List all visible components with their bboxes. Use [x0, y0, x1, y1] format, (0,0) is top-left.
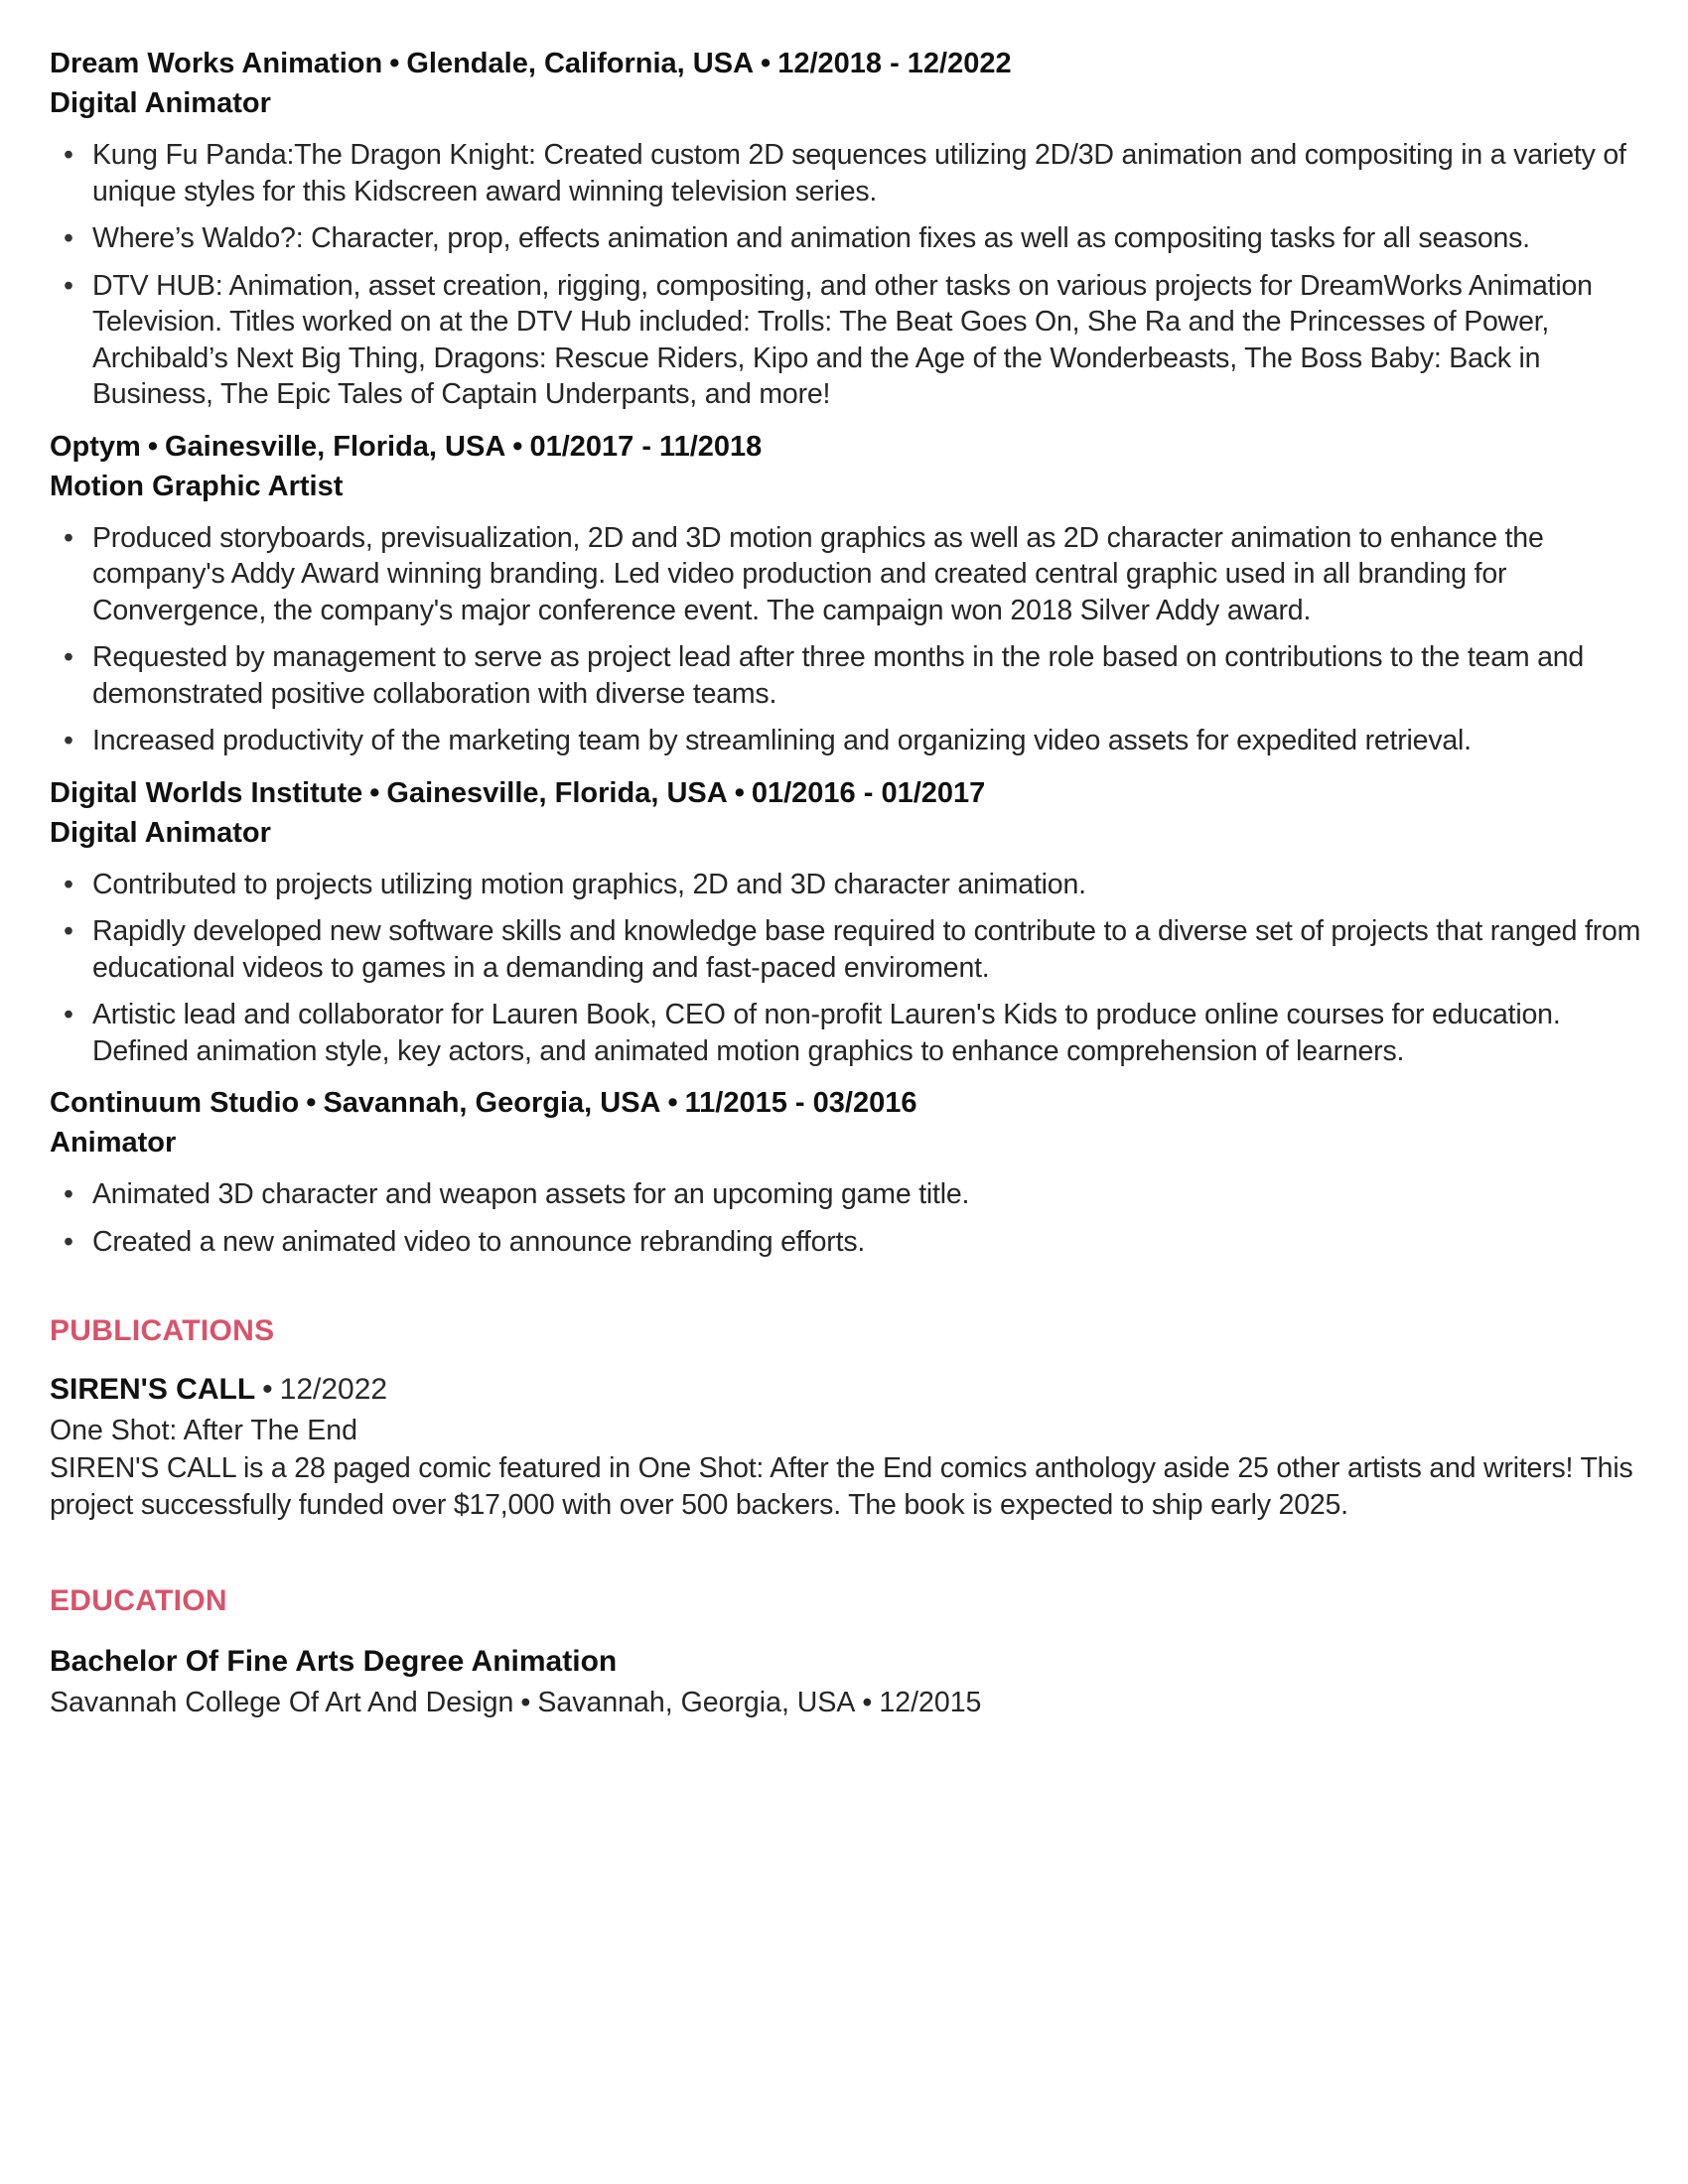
education-details [50, 1683, 1648, 1722]
publication-header [50, 1369, 1648, 1411]
publication-date: 12/2022 [279, 1373, 388, 1406]
separator-dot: • [761, 48, 772, 79]
education-date: 12/2015 [879, 1687, 982, 1718]
experience-entry [50, 1083, 1648, 1260]
separator-dot: • [389, 48, 400, 79]
separator-dot: • [369, 776, 380, 809]
job-location: Savannah, Georgia, USA [323, 1087, 661, 1119]
separator-dot: • [520, 1687, 531, 1718]
separator-dot: • [734, 776, 745, 809]
bullet-item: • DTV HUB: Animation, asset creation, rigging, compositing, and other tasks on various projects for DreamWorks Animation Television. Titles worked on at the DTV Hub included: Trolls: The Beat Goes On, She Ra and the Princesses of Power, Archibald’s Next Big Thing, Dragons: Rescue Riders, Kipo and the Age of the Wonderbeasts, The Boss Baby: Back in Business, The Epic Tales of Captain Underpants, and more! [50, 268, 1648, 413]
job-header [50, 773, 1648, 813]
bullet-item: • Kung Fu Panda:The Dragon Knight: Created custom 2D sequences utilizing 2D/3D animation and compositing in a variety of unique styles for this Kidscreen award winning television series. [50, 137, 1648, 209]
publication-title: SIREN'S CALL [50, 1373, 256, 1406]
bullet-item: • Created a new animated video to announce rebranding efforts. [50, 1224, 1648, 1261]
job-dates: 11/2015 - 03/2016 [684, 1087, 917, 1119]
bullet-item: • Animated 3D character and weapon assets for an upcoming game title. [50, 1176, 1648, 1213]
bullet-item: • Increased productivity of the marketing team by streamlining and organizing video assets for expedited retrieval. [50, 723, 1648, 759]
company-name: Dream Works Animation [50, 48, 383, 79]
job-bullets [50, 867, 1648, 1070]
experience-entry [50, 44, 1648, 413]
separator-dot: • [512, 430, 523, 463]
bullet-item: • Contributed to projects utilizing motion graphics, 2D and 3D character animation. [50, 867, 1648, 903]
job-header [50, 1083, 1648, 1123]
education-degree: Bachelor Of Fine Arts Degree Animation [50, 1645, 618, 1678]
job-location: Gainesville, Florida, USA [165, 430, 506, 463]
resume-page [50, 44, 1648, 1722]
company-name: Continuum Studio [50, 1087, 300, 1119]
separator-dot: • [306, 1087, 317, 1119]
publication-description: SIREN'S CALL is a 28 paged comic featured in One Shot: After the End comics anthology aside 25 other artists and writers! This project successfully funded over $17,000 with over 500 backers. The book is expected to ship early 2025. [50, 1452, 1633, 1521]
bullet-item: • Where’s Waldo?: Character, prop, effects animation and animation fixes as well as compositing tasks for all seasons. [50, 220, 1648, 257]
job-location: Gainesville, Florida, USA [386, 776, 728, 809]
job-header [50, 427, 1648, 467]
company-name: Optym [50, 430, 141, 463]
job-dates: 12/2018 - 12/2022 [777, 48, 1012, 79]
experience-entry [50, 427, 1648, 759]
experience-entry [50, 773, 1648, 1070]
section-heading-publications: PUBLICATIONS [50, 1314, 275, 1347]
separator-dot: • [147, 430, 158, 463]
job-header [50, 44, 1648, 83]
job-location: Glendale, California, USA [406, 48, 755, 79]
separator-dot: • [262, 1373, 273, 1406]
job-bullets [50, 520, 1648, 759]
company-name: Digital Worlds Institute [50, 776, 363, 809]
publication-publisher: One Shot: After The End [50, 1415, 358, 1446]
bullet-item: • Requested by management to serve as project lead after three months in the role based on contributions to the team and demonstrated positive collaboration with diverse teams. [50, 639, 1648, 712]
education-location: Savannah, Georgia, USA [537, 1687, 856, 1718]
job-bullets [50, 1176, 1648, 1260]
job-dates: 01/2016 - 01/2017 [751, 776, 986, 809]
bullet-item: • Rapidly developed new software skills and knowledge base required to contribute to a diverse set of projects that ranged from educational videos to games in a demanding and fast-paced enviroment. [50, 913, 1648, 986]
publications-section [50, 1311, 1648, 1524]
job-dates: 01/2017 - 11/2018 [529, 430, 763, 463]
job-title: Digital Animator [50, 816, 271, 849]
job-title: Digital Animator [50, 87, 271, 119]
separator-dot: • [667, 1087, 678, 1119]
education-school: Savannah College Of Art And Design [50, 1687, 514, 1718]
job-title: Motion Graphic Artist [50, 470, 344, 502]
job-title: Animator [50, 1127, 177, 1159]
education-section [50, 1581, 1648, 1722]
bullet-item: • Artistic lead and collaborator for Lauren Book, CEO of non-profit Lauren's Kids to produce online courses for education. Defined animation style, key actors, and animated motion graphics to enhance comprehension of learners. [50, 997, 1648, 1069]
job-bullets [50, 137, 1648, 413]
separator-dot: • [862, 1687, 873, 1718]
bullet-item: • Produced storyboards, previsualization, 2D and 3D motion graphics as well as 2D character animation to enhance the company's Addy Award winning branding. Led video production and created central graphic used in all branding for Convergence, the company's major conference event. The campaign won 2018 Silver Addy award. [50, 520, 1648, 629]
section-heading-education: EDUCATION [50, 1584, 227, 1617]
